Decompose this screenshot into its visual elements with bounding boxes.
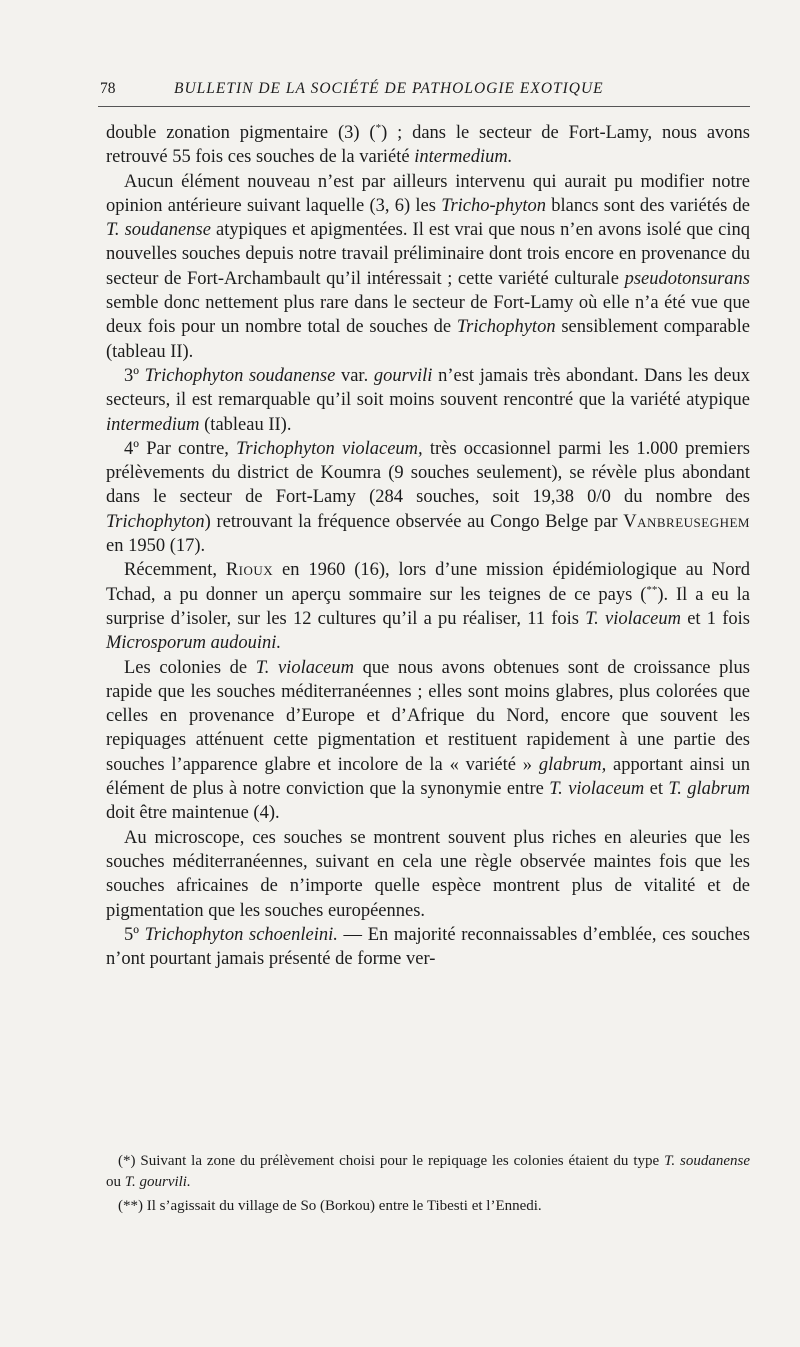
text-run: sensiblement comparable (tableau II). [106,317,750,362]
text-run: ou [106,1174,125,1190]
text-run: (tableau II). [199,414,292,435]
paragraph [106,558,750,655]
italic-text: T. glabrum [668,779,750,800]
text-run: Au microscope, ces souches se montrent souvent plus riches en aleuries que les souches méditerranéennes, suivant en cela une règle observée maintes fois que les souches africaines de n’importe quelle espèce montrent plus de vitalité et de pigmentation que les souches européennes. [106,827,750,921]
text-run: Les colonies de [124,657,256,678]
page-number: 78 [100,80,116,97]
text-run: Aucun élément nouveau n’est par ailleurs intervenu qui aurait pu modifier notre opinion antérieure suivant laquelle (3, 6) les [106,171,750,216]
text-run: apportant ainsi un élément de plus à notre conviction que la synonymie entre [106,754,750,800]
paragraph [106,437,750,558]
text-run: et 1 fois [681,608,750,629]
text-run: blancs sont des variétés de [546,195,751,216]
text-run: n’est jamais très abondant. Dans les deux secteurs, il est remarquable qu’il soit moins souvent rencontré que la variété atypique [106,365,750,411]
footnote-marker: * [375,121,382,134]
text-run: ) ; dans le secteur de Fort-Lamy, nous avons retrouvé 55 fois ces souches de la variété [106,123,750,168]
italic-text: Microsporum audouini. [106,633,282,654]
text-run: (**) Il s’agissait du village de So (Borkou) entre le Tibesti et l’Ennedi. [118,1198,542,1214]
footnote [106,1196,750,1217]
paragraph [106,121,750,170]
journal-title: BULLETIN DE LA SOCIÉTÉ DE PATHOLOGIE EXOTIQUE [174,80,604,97]
paragraph [106,364,750,437]
italic-text: T. soudanense [664,1153,750,1169]
italic-text: T. violaceum [549,779,645,800]
italic-text: T. soudanense [106,220,211,241]
footnote [106,1151,750,1193]
text-run: semble donc nettement plus rare dans le secteur de Fort-Lamy où elle n’a été vue que deux fois pour un nombre total de souches de [106,293,750,338]
paragraph [106,826,750,923]
author-name: Vanbreuseghem [623,511,750,532]
text-run: Récemment, [124,560,226,581]
text-run: ). Il a eu la surprise d’isoler, sur les 12 cultures qu’il a pu réaliser, 11 fois [106,584,750,629]
footnote-marker: ** [646,583,658,596]
paragraph [106,170,750,364]
italic-text: T. gourvili. [124,1174,191,1190]
header-rule [98,106,750,107]
italic-text: Trichophyton soudanense [144,365,336,386]
footnotes [106,1151,750,1220]
author-name: Rioux [225,560,274,581]
text-run: atypiques et apigmentées. Il est vrai que nous n’en avons isolé que cinq nouvelles souches depuis notre travail préliminaire dont trois encore en provenance du secteur de Fort-Archambault qu’il intéressait ; cette variété culturale [106,220,750,289]
text-run: que nous avons obtenues sont de croissance plus rapide que les souches méditerranéennes ; elles sont moins glabres, plus colorées que celles en provenance d’Europe et d’Afrique du Nord, encore que souvent les repiquages atténuent cette pigmentation et restituent rapidement à une partie des souches l’apparence glabre et incolore de la « variété » [106,657,750,775]
text-run: — En majorité reconnaissables d’emblée, ces souches n’ont pourtant jamais présenté de forme ver- [106,924,750,970]
italic-text: gourvili [373,365,433,386]
italic-text: intermedium. [414,147,513,168]
text-run: (*) Suivant la zone du prélèvement choisi pour le repiquage les colonies étaient du type [118,1153,665,1169]
italic-text: Trichophyton [456,317,556,338]
text-run: et [644,779,669,800]
italic-text: intermedium [106,414,200,435]
paragraph [106,656,750,826]
text-run: 4º Par contre, [124,438,237,459]
text-run: 5º [124,924,145,945]
text-run: en 1950 (17). [106,536,206,557]
italic-text: Trichophyton violaceum, [236,438,423,459]
running-head [100,80,750,106]
italic-text: Tricho-phyton [441,195,547,216]
italic-text: Trichophyton [106,511,205,532]
paragraph [106,923,750,972]
text-run: ) retrouvant la fréquence observée au Congo Belge par [204,511,624,532]
italic-text: T. violaceum [255,657,354,678]
italic-text: glabrum, [538,754,607,775]
text-run: 3º [124,365,145,386]
text-run: en 1960 (16), lors d’une mission épidémiologique au Nord Tchad, a pu donner un aperçu sommaire sur les teignes de ce pays ( [106,560,751,605]
text-run: var. [335,365,374,386]
italic-text: pseudotonsurans [624,268,750,289]
italic-text: T. violaceum [585,608,682,629]
text-run: très occasionnel parmi les 1.000 premiers prélèvements du district de Koumra (9 souches seulement), se révèle plus abondant dans le secteur de Fort-Lamy (284 souches, soit 19,38 0/0 du nombre des [106,438,750,508]
text-run: doit être maintenue (4). [106,803,280,824]
italic-text: Trichophyton schoenleini. [144,924,338,945]
body-text [106,121,750,971]
text-run: double zonation pigmentaire (3) ( [106,123,376,143]
